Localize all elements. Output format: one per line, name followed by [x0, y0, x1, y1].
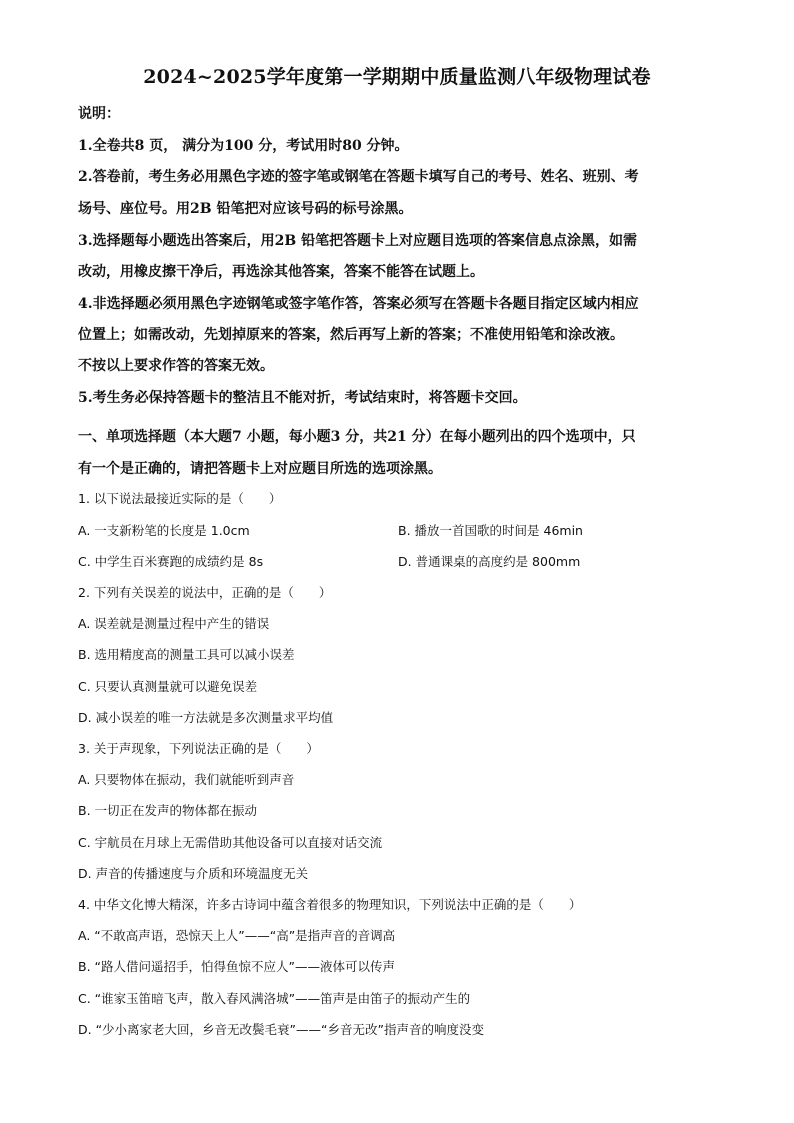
- section-heading-line: 有一个是正确的，请把答题卡上对应题目所选的选项涂黑。: [78, 461, 442, 477]
- question-3-stem: 3. 关于声现象，下列说法正确的是（ ）: [78, 741, 319, 756]
- instruction-line: 5.考生务必保持答题卡的整洁且不能对折，考试结束时，将答题卡交回。: [78, 390, 527, 406]
- question-2-option-d: D. 减小误差的唯一方法就是多次测量求平均值: [78, 710, 334, 725]
- instruction-line: 不按以上要求作答的答案无效。: [78, 358, 274, 374]
- instruction-line: 场号、座位号。用2B 铅笔把对应该号码的标号涂黑。: [78, 201, 413, 217]
- question-4-stem: 4. 中华文化博大精深，许多古诗词中蕴含着很多的物理知识，下列说法中正确的是（ ）: [78, 897, 582, 912]
- instruction-line: 改动，用橡皮擦干净后，再选涂其他答案，答案不能答在试题上。: [78, 264, 484, 280]
- question-3-option-b: B. 一切正在发声的物体都在振动: [78, 803, 258, 818]
- question-1-option-a: A. 一支新粉笔的长度是 1.0cm: [78, 523, 250, 538]
- question-1-option-d: D. 普通课桌的高度约是 800mm: [398, 554, 581, 569]
- exam-title: 2024~2025学年度第一学期期中质量监测八年级物理试卷: [143, 66, 651, 88]
- question-2-option-c: C. 只要认真测量就可以避免误差: [78, 679, 258, 694]
- question-1-option-c: C. 中学生百米赛跑的成绩约是 8s: [78, 554, 264, 569]
- question-2-stem: 2. 下列有关误差的说法中，正确的是（ ）: [78, 585, 332, 600]
- question-1-option-b: B. 播放一首国歌的时间是 46min: [398, 523, 583, 538]
- instruction-line: 位置上；如需改动，先划掉原来的答案，然后再写上新的答案；不准使用铅笔和涂改液。: [78, 327, 624, 343]
- instruction-line: 1.全卷共8 页， 满分为100 分，考试用时80 分钟。: [78, 138, 409, 154]
- instructions-heading: 说明：: [78, 106, 120, 122]
- question-3-option-d: D. 声音的传播速度与介质和环境温度无关: [78, 866, 309, 881]
- question-4-option-a: A. “不敢高声语，恐惊天上人”——“高”是指声音的音调高: [78, 928, 396, 943]
- question-4-option-c: C. “谁家玉笛暗飞声，散入春风满洛城”——笛声是由笛子的振动产生的: [78, 991, 471, 1006]
- instruction-line: 3.选择题每小题选出答案后，用2B 铅笔把答题卡上对应题目选项的答案信息点涂黑，如需: [78, 233, 638, 249]
- question-2-option-b: B. 选用精度高的测量工具可以减小误差: [78, 647, 295, 662]
- question-3-option-a: A. 只要物体在振动，我们就能听到声音: [78, 772, 295, 787]
- question-4-option-b: B. “路人借问遥招手，怕得鱼惊不应人”——液体可以传声: [78, 959, 395, 974]
- section-heading-line: 一、单项选择题（本大题7 小题，每小题3 分，共21 分）在每小题列出的四个选项中，只: [78, 429, 636, 445]
- question-1-stem: 1. 以下说法最接近实际的是（ ）: [78, 491, 282, 506]
- instruction-line: 2.答卷前，考生务必用黑色字迹的签字笔或钢笔在答题卡填写自己的考号、姓名、班别、考: [78, 169, 639, 185]
- question-2-option-a: A. 误差就是测量过程中产生的错误: [78, 616, 270, 631]
- question-3-option-c: C. 宇航员在月球上无需借助其他设备可以直接对话交流: [78, 835, 383, 850]
- instruction-line: 4.非选择题必须用黑色字迹钢笔或签字笔作答，答案必须写在答题卡各题目指定区域内相应: [78, 296, 639, 312]
- question-4-option-d: D. “少小离家老大回，乡音无改鬓毛衰”——“乡音无改”指声音的响度没变: [78, 1022, 484, 1037]
